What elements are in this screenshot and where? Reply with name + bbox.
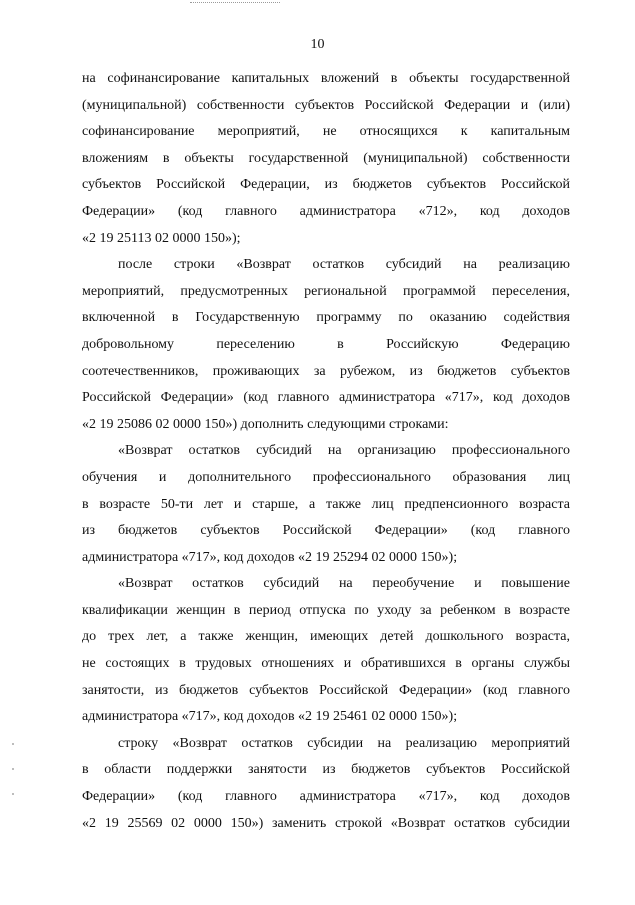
text-line: Российской Федерации» (код главного администратора «717», код доходов — [82, 390, 570, 406]
text-line: обучения и дополнительного профессионального образования лиц — [82, 469, 570, 485]
text-line: включенной в Государственную программу по оказанию содействия — [82, 310, 570, 326]
text-line: в области поддержки занятости из бюджетов субъектов Российской — [82, 762, 570, 778]
paragraph — [82, 571, 570, 731]
text-line: администратора «717», код доходов «2 19 25294 02 0000 150»); — [82, 549, 458, 565]
text-line: Федерации» (код главного администратора «712», код доходов — [82, 203, 570, 219]
document-body — [82, 66, 570, 837]
text-line: администратора «717», код доходов «2 19 25461 02 0000 150»); — [82, 709, 458, 725]
text-line: мероприятий, предусмотренных региональной программой переселения, — [82, 283, 570, 299]
text-line: строку «Возврат остатков субсидии на реализацию мероприятий — [118, 735, 570, 751]
scan-artifact — [190, 2, 280, 5]
text-line: субъектов Российской Федерации, из бюджетов субъектов Российской — [82, 177, 570, 193]
text-line: Федерации» (код главного администратора «717», код доходов — [82, 789, 570, 805]
paragraph — [82, 731, 570, 837]
text-line: добровольному переселению в Российскую Федерацию — [82, 336, 570, 352]
text-line: не состоящих в трудовых отношениях и обратившихся в органы службы — [82, 656, 570, 672]
scan-artifact — [12, 768, 14, 770]
text-line: «2 19 25086 02 0000 150») дополнить следующими строками: — [82, 416, 449, 432]
text-line: после строки «Возврат остатков субсидий на реализацию — [118, 257, 570, 273]
text-line: софинансирование мероприятий, не относящихся к капитальным — [82, 124, 570, 140]
paragraph — [82, 66, 570, 252]
text-line: на софинансирование капитальных вложений в объекты государственной — [82, 71, 570, 86]
text-line: (муниципальной) собственности субъектов Российской Федерации и (или) — [82, 97, 570, 113]
text-line: квалификации женщин в период отпуска по уходу за ребенком в возрасте — [82, 602, 570, 618]
text-line: в возрасте 50-ти лет и старше, а также лиц предпенсионного возраста — [82, 496, 570, 512]
paragraph — [82, 438, 570, 571]
text-line: до трех лет, а также женщин, имеющих детей дошкольного возраста, — [82, 629, 570, 645]
text-line: «Возврат остатков субсидий на переобучение и повышение — [118, 576, 570, 592]
text-line: «2 19 25113 02 0000 150»); — [82, 230, 241, 246]
text-line: вложениям в объекты государственной (муниципальной) собственности — [82, 150, 570, 166]
page-number: 10 — [310, 37, 325, 52]
scan-artifact — [12, 793, 14, 795]
text-line: соотечественников, проживающих за рубежом, из бюджетов субъектов — [82, 363, 570, 379]
text-line: «2 19 25569 02 0000 150») заменить строкой «Возврат остатков субсидии — [82, 815, 570, 831]
text-line: занятости, из бюджетов субъектов Российской Федерации» (код главного — [82, 682, 570, 698]
text-line: «Возврат остатков субсидий на организацию профессионального — [118, 443, 570, 459]
paragraph — [82, 252, 570, 438]
scan-artifact — [12, 743, 14, 745]
text-line: из бюджетов субъектов Российской Федерации» (код главного — [82, 523, 570, 539]
